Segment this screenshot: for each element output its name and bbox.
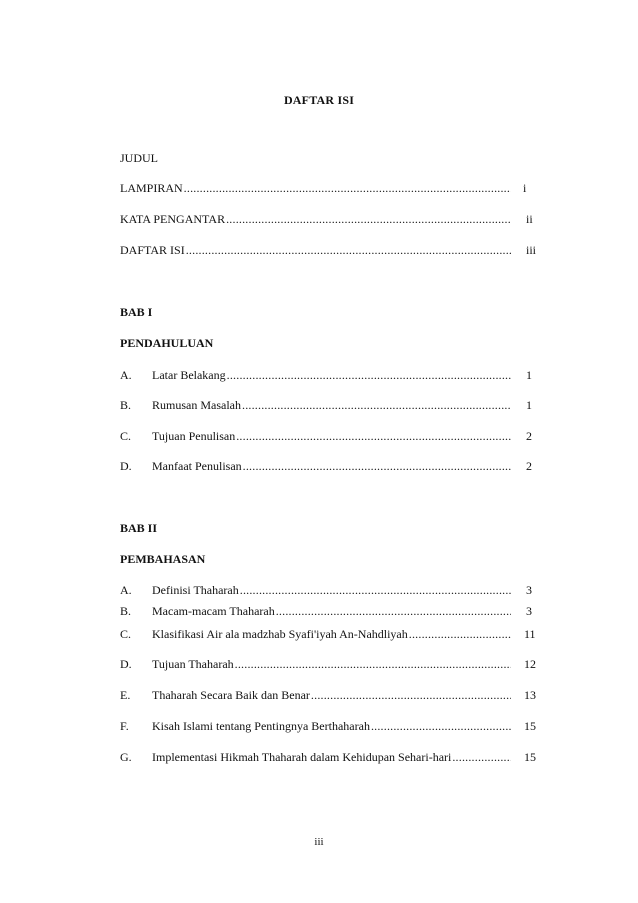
toc-page-number: 2 — [526, 459, 532, 473]
toc-item-letter: A. — [120, 368, 132, 382]
dot-leader — [226, 212, 511, 227]
toc-entry-tujuan-penulisan — [152, 429, 512, 445]
dot-leader — [240, 583, 511, 598]
dot-leader — [311, 688, 511, 703]
toc-page-number: 3 — [526, 604, 532, 618]
dot-leader — [452, 750, 511, 765]
dot-leader — [184, 181, 511, 196]
dot-leader — [235, 657, 511, 672]
toc-entry-label: Implementasi Hikmah Thaharah dalam Kehidupan Sehari-hari — [152, 750, 452, 764]
toc-item-letter: B. — [120, 398, 132, 412]
toc-entry-latar-belakang — [152, 368, 512, 384]
toc-item-letter: B. — [120, 604, 132, 618]
toc-entry-label: Macam-macam Thaharah — [152, 604, 275, 618]
toc-judul: JUDUL — [120, 151, 158, 165]
toc-page-number: 1 — [526, 368, 532, 382]
toc-entry-label: Kisah Islami tentang Pentingnya Berthaharah — [152, 719, 370, 733]
toc-entry-label: KATA PENGANTAR — [120, 212, 226, 226]
toc-item-letter: D. — [120, 657, 132, 671]
toc-entry-label: Tujuan Thaharah — [152, 657, 234, 671]
toc-entry-rumusan-masalah — [152, 398, 512, 414]
toc-item-letter: C. — [120, 429, 132, 443]
toc-entry-label: Tujuan Penulisan — [152, 429, 236, 443]
dot-leader — [227, 368, 511, 383]
bab1-heading: BAB I — [120, 305, 153, 319]
toc-item-letter: E. — [120, 688, 131, 702]
toc-page-number: iii — [526, 243, 537, 257]
toc-entry-kisah-islami — [152, 719, 512, 735]
toc-item-letter: G. — [120, 750, 132, 764]
dot-leader — [242, 398, 511, 413]
toc-page-number: 2 — [526, 429, 532, 443]
toc-page-number: 13 — [524, 688, 536, 702]
toc-entry-label: Definisi Thaharah — [152, 583, 239, 597]
toc-entry-label: Thaharah Secara Baik dan Benar — [152, 688, 310, 702]
toc-page-number: i — [523, 181, 527, 195]
toc-entry-manfaat-penulisan — [152, 459, 512, 475]
toc-entry-lampiran — [120, 181, 512, 197]
toc-item-letter: D. — [120, 459, 132, 473]
toc-entry-implementasi-hikmah — [152, 750, 512, 766]
page-number-footer: iii — [314, 836, 324, 848]
dot-leader — [276, 604, 511, 619]
toc-page-number: 12 — [524, 657, 536, 671]
toc-entry-definisi-thaharah — [152, 583, 512, 599]
toc-item-letter: A. — [120, 583, 132, 597]
dot-leader — [409, 627, 511, 642]
dot-leader — [236, 429, 511, 444]
dot-leader — [371, 719, 511, 734]
bab2-heading: BAB II — [120, 521, 158, 535]
toc-entry-label: Rumusan Masalah — [152, 398, 241, 412]
toc-entry-daftar-isi — [120, 243, 512, 259]
toc-page-number: 11 — [524, 627, 536, 641]
toc-item-letter: C. — [120, 627, 132, 641]
toc-entry-tujuan-thaharah — [152, 657, 512, 673]
bab2-subheading: PEMBAHASAN — [120, 552, 206, 566]
toc-entry-label: Latar Belakang — [152, 368, 226, 382]
toc-entry-label: Manfaat Penulisan — [152, 459, 242, 473]
page-title: DAFTAR ISI — [283, 93, 355, 107]
toc-entry-kata-pengantar — [120, 212, 512, 228]
toc-page-number: ii — [526, 212, 533, 226]
bab1-subheading: PENDAHULUAN — [120, 336, 214, 350]
toc-entry-thaharah-secara-baik — [152, 688, 512, 704]
toc-entry-label: DAFTAR ISI — [120, 243, 185, 257]
toc-entry-label: Klasifikasi Air ala madzhab Syafi'iyah An-Nahdliyah — [152, 627, 408, 641]
toc-page-number: 3 — [526, 583, 532, 597]
toc-entry-macam-macam-thaharah — [152, 604, 512, 620]
dot-leader — [243, 459, 511, 474]
toc-entry-klasifikasi-air — [152, 627, 512, 643]
toc-item-letter: F. — [120, 719, 129, 733]
toc-page-number: 15 — [524, 719, 536, 733]
toc-page-number: 15 — [524, 750, 536, 764]
dot-leader — [186, 243, 511, 258]
toc-page-number: 1 — [526, 398, 532, 412]
toc-entry-label: LAMPIRAN — [120, 181, 183, 195]
